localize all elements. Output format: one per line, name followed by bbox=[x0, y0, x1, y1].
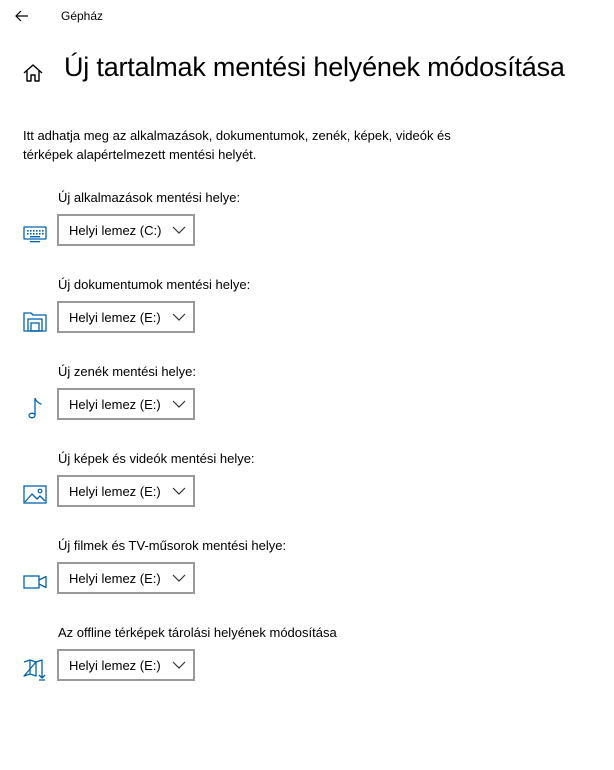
dropdown-value: Helyi lemez (C:) bbox=[69, 223, 162, 238]
setting-movies-tv bbox=[0, 538, 614, 618]
picture-icon bbox=[22, 482, 48, 508]
setting-label: Az offline térképek tárolási helyének módosítása bbox=[58, 625, 337, 640]
music-note-icon bbox=[22, 395, 48, 421]
back-button[interactable] bbox=[6, 2, 38, 30]
pictures-location-dropdown[interactable] bbox=[57, 475, 195, 507]
setting-label: Új zenék mentési helye: bbox=[58, 364, 197, 379]
page-description: Itt adhatja meg az alkalmazások, dokumentumok, zenék, képek, videók és térképek alapértelmezett mentési helyét. bbox=[23, 128, 451, 162]
documents-location-dropdown[interactable] bbox=[57, 301, 195, 333]
setting-documents bbox=[0, 277, 614, 357]
setting-label: Új alkalmazások mentési helye: bbox=[58, 190, 241, 205]
maps-location-dropdown[interactable] bbox=[57, 649, 195, 681]
apps-location-dropdown[interactable] bbox=[57, 214, 195, 246]
folder-icon bbox=[22, 308, 48, 334]
chevron-down-icon bbox=[172, 311, 186, 323]
setting-pictures-videos bbox=[0, 451, 614, 531]
chevron-down-icon bbox=[172, 572, 186, 584]
setting-offline-maps bbox=[0, 625, 614, 705]
map-download-icon bbox=[22, 656, 48, 682]
back-arrow-icon bbox=[15, 10, 29, 22]
music-location-dropdown[interactable] bbox=[57, 388, 195, 420]
movies-location-dropdown[interactable] bbox=[57, 562, 195, 594]
dropdown-value: Helyi lemez (E:) bbox=[69, 310, 161, 325]
dropdown-value: Helyi lemez (E:) bbox=[69, 484, 161, 499]
setting-apps bbox=[0, 190, 614, 270]
chevron-down-icon bbox=[172, 485, 186, 497]
home-icon[interactable] bbox=[22, 62, 44, 84]
chevron-down-icon bbox=[172, 224, 186, 236]
app-title: Gépház bbox=[61, 9, 104, 23]
chevron-down-icon bbox=[172, 398, 186, 410]
setting-label: Új képek és videók mentési helye: bbox=[58, 451, 255, 466]
page-title: Új tartalmak mentési helyének módosítása bbox=[64, 52, 565, 82]
setting-label: Új dokumentumok mentési helye: bbox=[58, 277, 251, 292]
dropdown-value: Helyi lemez (E:) bbox=[69, 397, 161, 412]
keyboard-icon bbox=[22, 221, 48, 247]
video-camera-icon bbox=[22, 569, 48, 595]
title-bar bbox=[0, 0, 614, 32]
chevron-down-icon bbox=[172, 659, 186, 671]
dropdown-value: Helyi lemez (E:) bbox=[69, 658, 161, 673]
setting-music bbox=[0, 364, 614, 444]
setting-label: Új filmek és TV-műsorok mentési helye: bbox=[58, 538, 287, 553]
dropdown-value: Helyi lemez (E:) bbox=[69, 571, 161, 586]
